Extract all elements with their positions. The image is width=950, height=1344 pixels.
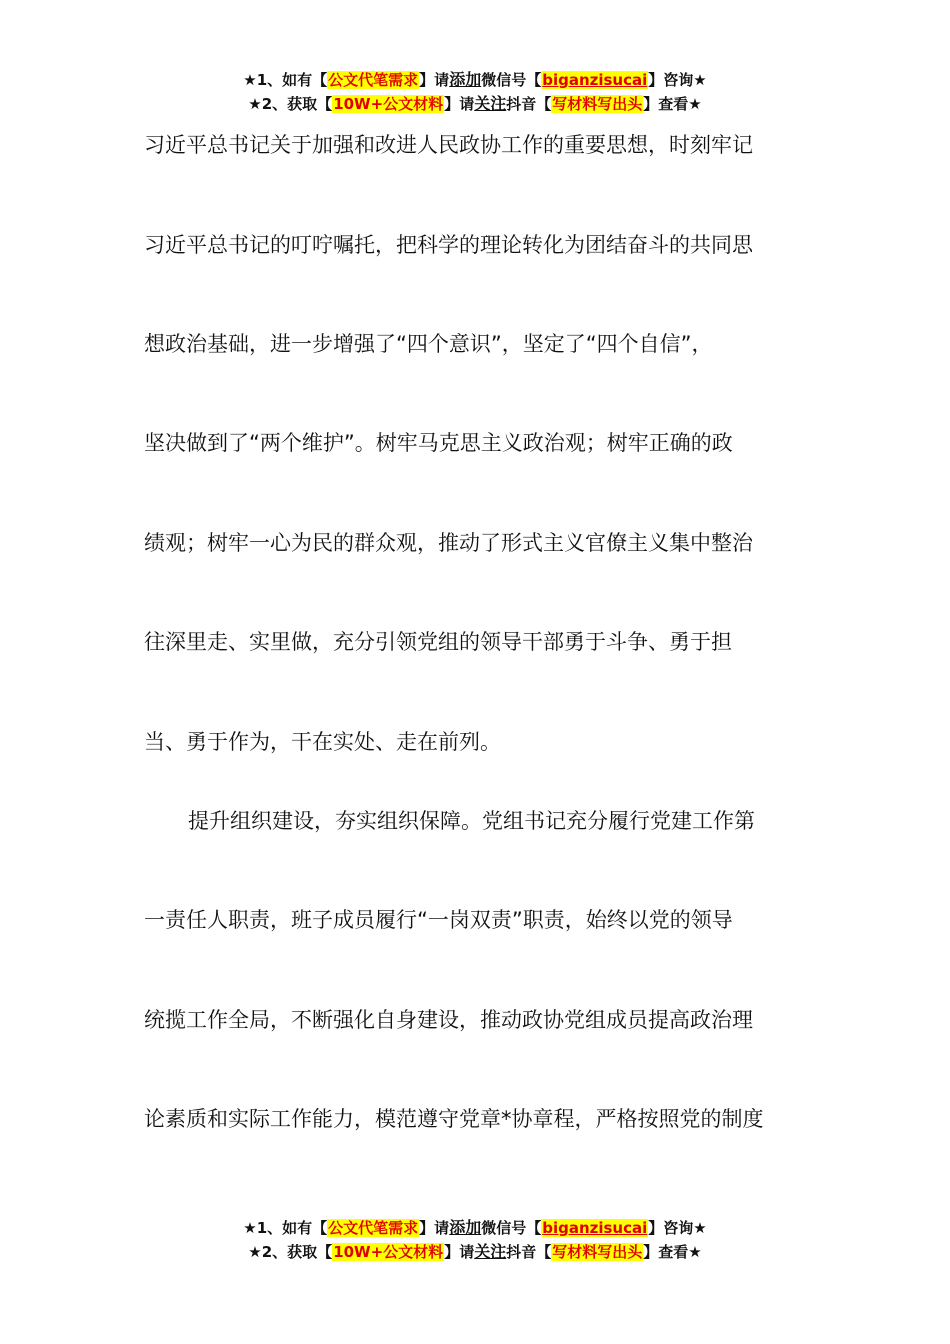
banner-text: 】查看★ (643, 95, 702, 113)
banner-text: ★1、如有【 (243, 1219, 328, 1237)
banner-text: ★2、获取【 (248, 1243, 333, 1261)
banner-text: 】请 (419, 1219, 450, 1237)
body-line-4: 坚决做到了“两个维护”。树牢马克思主义政治观；树牢正确的政 (144, 431, 733, 455)
highlight-materials: 10W+公文材料 (333, 95, 444, 113)
body-line-11: 论素质和实际工作能力，模范遵守党章*协章程，严格按照党的制度 (144, 1107, 764, 1131)
body-line-1: 习近平总书记关于加强和改进人民政协工作的重要思想，时刻牢记 (144, 133, 753, 157)
highlight-service: 公文代笔需求 (328, 71, 419, 89)
banner-text: ★1、如有【 (243, 71, 328, 89)
banner-text: 】咨询★ (648, 1219, 707, 1237)
highlight-service: 公文代笔需求 (328, 1219, 419, 1237)
header-banner-line-2 (0, 92, 950, 116)
banner-emphasis: 关注 (474, 94, 507, 113)
body-line-5: 绩观；树牢一心为民的群众观，推动了形式主义官僚主义集中整治 (144, 531, 753, 555)
wechat-id: biganzisucai (542, 1219, 648, 1237)
banner-emphasis: 关注 (474, 1242, 507, 1261)
body-line-6: 往深里走、实里做，充分引领党组的领导干部勇于斗争、勇于担 (144, 630, 732, 654)
footer-banner-line-1 (0, 1216, 950, 1240)
douyin-account: 写材料写出头 (552, 95, 643, 113)
body-line-7: 当、勇于作为，干在实处、走在前列。 (144, 730, 501, 754)
paragraph-start-line: 提升组织建设，夯实组织保障。党组书记充分履行党建工作第 (188, 809, 755, 833)
body-line-10: 统揽工作全局，不断强化自身建设，推动政协党组成员提高政治理 (144, 1008, 753, 1032)
douyin-account: 写材料写出头 (552, 1243, 643, 1261)
banner-text: 抖音【 (506, 1243, 552, 1261)
banner-emphasis: 添加 (449, 1218, 482, 1237)
banner-text: 微信号【 (481, 1219, 542, 1237)
banner-text: 】查看★ (643, 1243, 702, 1261)
header-banner (0, 68, 950, 116)
body-line-2: 习近平总书记的叮咛嘱托，把科学的理论转化为团结奋斗的共同思 (144, 233, 753, 257)
banner-text: 抖音【 (506, 95, 552, 113)
banner-emphasis: 添加 (449, 70, 482, 89)
banner-text: 】请 (444, 1243, 475, 1261)
header-banner-line-1 (0, 68, 950, 92)
banner-text: 】请 (419, 71, 450, 89)
wechat-id: biganzisucai (542, 71, 648, 89)
banner-text: 】咨询★ (648, 71, 707, 89)
banner-text: 】请 (444, 95, 475, 113)
banner-text: 微信号【 (481, 71, 542, 89)
body-line-9: 一责任人职责，班子成员履行“一岗双责”职责，始终以党的领导 (144, 908, 733, 932)
highlight-materials: 10W+公文材料 (333, 1243, 444, 1261)
body-line-3: 想政治基础，进一步增强了“四个意识”，坚定了“四个自信”， (144, 332, 713, 356)
footer-banner-line-2 (0, 1240, 950, 1264)
footer-banner (0, 1216, 950, 1264)
banner-text: ★2、获取【 (248, 95, 333, 113)
